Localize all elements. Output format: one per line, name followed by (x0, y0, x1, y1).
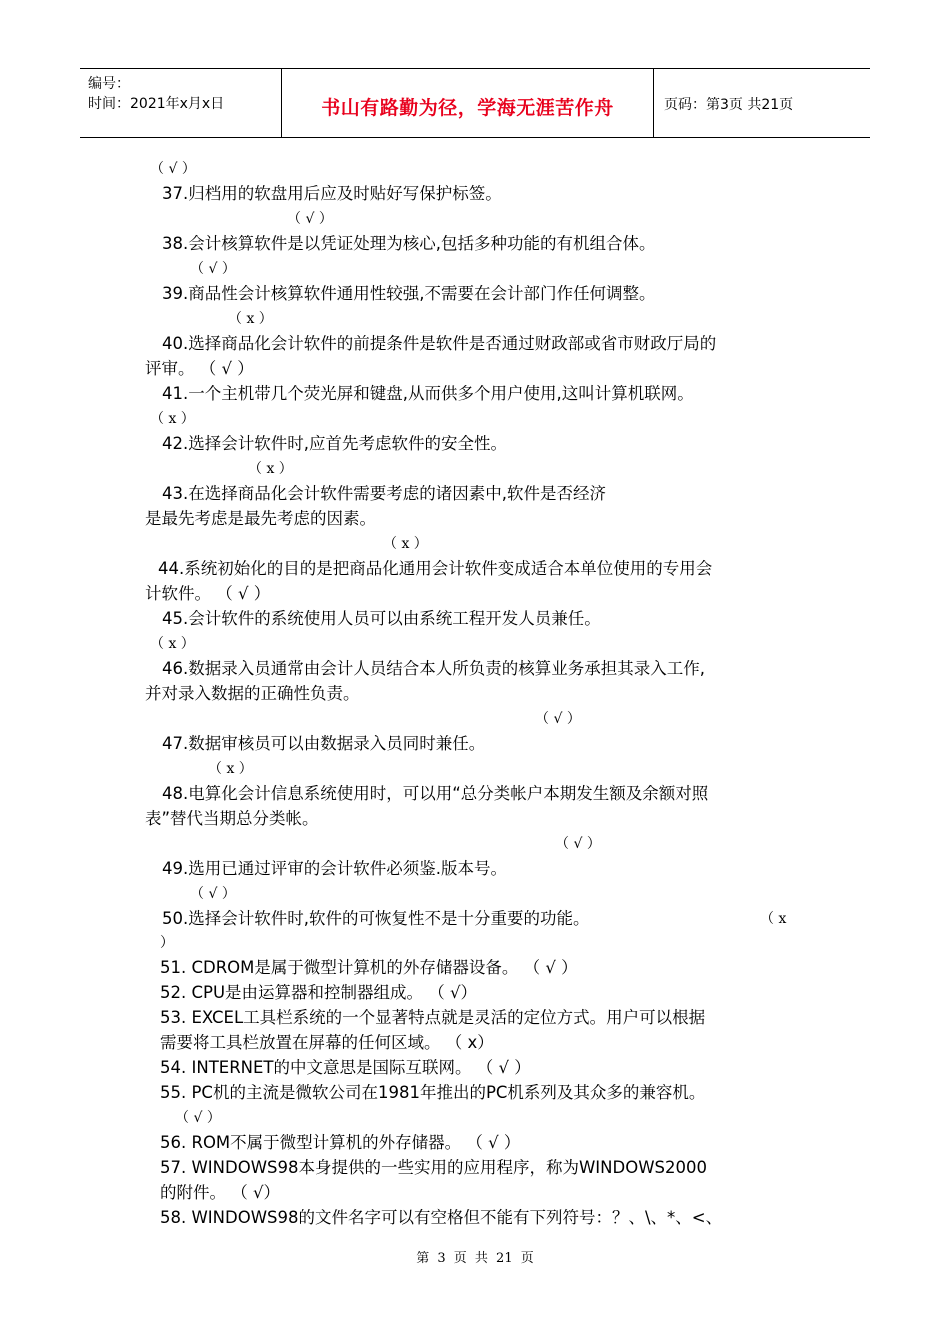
answer-mark (383, 533, 428, 555)
line-text: 51. CDROM是属于微型计算机的外存储器设备。 （ √ ） (160, 958, 578, 977)
text-line (162, 783, 708, 805)
text-line (160, 1157, 707, 1179)
line-text: （ x ） (248, 461, 293, 477)
motto-text: 书山有路勤为径，学海无涯苦作舟 (321, 97, 614, 119)
answer-mark (287, 208, 333, 230)
text-line (162, 333, 716, 355)
text-line (162, 608, 601, 630)
text-line (160, 957, 578, 979)
text-line (145, 808, 319, 830)
text-line (162, 483, 606, 505)
line-text: 37.归档用的软盘用后应及时贴好写保护标签。 (162, 184, 502, 203)
text-line (145, 683, 360, 705)
answer-mark (190, 883, 236, 905)
page-header (80, 68, 870, 138)
line-text: 38.会计核算软件是以凭证处理为核心,包括多种功能的有机组合体。 (162, 234, 656, 253)
line-text: 39.商品性会计核算软件通用性较强,不需要在会计部门作任何调整。 (162, 284, 656, 303)
line-text: （ x ） (150, 411, 195, 427)
answer-mark (150, 408, 195, 430)
answer-mark (248, 458, 293, 480)
line-text: 并对录入数据的正确性负责。 (145, 684, 360, 703)
line-text: 表”替代当期总分类帐。 (145, 809, 319, 828)
line-text: 46.数据录入员通常由会计人员结合本人所负责的核算业务承担其录入工作, (162, 659, 705, 678)
text-line (162, 283, 656, 305)
line-text: （ √ ） (190, 261, 236, 277)
line-text: （ √ ） (190, 886, 236, 902)
answer-mark: （ x (760, 911, 787, 927)
line-text: 55. PC机的主流是微软公司在1981年推出的PC机系列及其众多的兼容机。 (160, 1083, 706, 1102)
line-text: 56. ROM不属于微型计算机的外存储器。 （ √ ） (160, 1133, 521, 1152)
line-text: （ x ） (383, 536, 428, 552)
text-line (162, 383, 694, 405)
line-text: 40.选择商品化会计软件的前提条件是软件是否通过财政部或省市财政厅局的 (162, 334, 717, 353)
text-line (160, 1007, 705, 1029)
page-footer: 第 3 页 共 21 页 (416, 1251, 534, 1266)
answer-mark (535, 708, 581, 730)
text-line (162, 658, 705, 680)
answer-mark (208, 758, 253, 780)
line-text: 评审。 （ √ ） (145, 359, 254, 378)
line-text: ） (160, 935, 174, 951)
answer-mark (190, 258, 236, 280)
answer-mark (555, 833, 601, 855)
line-text: （ √ ） (535, 711, 581, 727)
text-line (160, 1132, 520, 1154)
text-line (160, 1207, 722, 1229)
line-text: 47.数据审核员可以由数据录入员同时兼任。 (162, 734, 486, 753)
time-label: 时间：2021年x月x日 (88, 96, 225, 112)
answer-mark (228, 308, 273, 330)
answer-mark (150, 633, 195, 655)
text-line (160, 982, 477, 1004)
text-line (160, 1082, 705, 1104)
text-line (160, 1032, 494, 1054)
line-text: 43.在选择商品化会计软件需要考虑的诸因素中,软件是否经济 (162, 484, 606, 503)
number-label: 编号： (88, 76, 130, 92)
line-text: 58. WINDOWS98的文件名字可以有空格但不能有下列符号：？、\、*、<、 (160, 1208, 723, 1227)
header-motto-cell (282, 69, 654, 137)
text-line (160, 1057, 531, 1079)
line-text: （ √ ） (150, 161, 196, 177)
line-text: 45.会计软件的系统使用人员可以由系统工程开发人员兼任。 (162, 609, 601, 628)
text-line (145, 508, 376, 530)
line-text: 54. INTERNET的中文意思是国际互联网。 （ √ ） (160, 1058, 531, 1077)
line-text: （ x ） (208, 761, 253, 777)
answer-mark (150, 158, 196, 180)
header-info-cell (80, 69, 282, 137)
line-text: 50.选择会计软件时,软件的可恢复性不是十分重要的功能。 (162, 909, 590, 928)
line-text: 42.选择会计软件时,应首先考虑软件的安全性。 (162, 434, 507, 453)
answer-mark (175, 1107, 221, 1129)
text-line (160, 1182, 280, 1204)
line-text: （ x ） (228, 311, 273, 327)
page-number-label: 页码：第3页 共21页 (664, 97, 794, 113)
text-line (158, 558, 712, 580)
line-text: 需要将工具栏放置在屏幕的任何区域。 （ x） (160, 1033, 494, 1052)
line-text: 41.一个主机带几个荧光屏和键盘,从而供多个用户使用,这叫计算机联网。 (162, 384, 694, 403)
line-text: 57. WINDOWS98本身提供的一些实用的应用程序，称为WINDOWS2000 (160, 1158, 707, 1177)
text-line (162, 858, 507, 880)
text-line (162, 908, 787, 930)
line-text: （ √ ） (287, 211, 333, 227)
header-page-cell (654, 69, 870, 137)
text-line (162, 233, 656, 255)
line-text: 52. CPU是由运算器和控制器组成。 （ √） (160, 983, 478, 1002)
text-line (145, 358, 254, 380)
line-text: 53. EXCEL工具栏系统的一个显著特点就是灵活的定位方式。用户可以根据 (160, 1008, 706, 1027)
text-line (162, 733, 485, 755)
answer-mark (160, 932, 174, 954)
line-text: 是最先考虑是最先考虑的因素。 (145, 509, 376, 528)
text-line (162, 433, 507, 455)
line-text: 49.选用已通过评审的会计软件必须鉴.版本号。 (162, 859, 507, 878)
line-text: （ √ ） (175, 1110, 221, 1126)
line-text: （ √ ） (555, 836, 601, 852)
text-line (145, 583, 270, 605)
line-text: （ x ） (150, 636, 195, 652)
line-text: 计软件。 （ √ ） (145, 584, 271, 603)
line-text: 44.系统初始化的目的是把商品化通用会计软件变成适合本单位使用的专用会 (158, 559, 713, 578)
line-text: 48.电算化会计信息系统使用时，可以用“总分类帐户本期发生额及余额对照 (162, 784, 709, 803)
line-text: 的附件。 （ √） (160, 1183, 281, 1202)
text-line (162, 183, 502, 205)
